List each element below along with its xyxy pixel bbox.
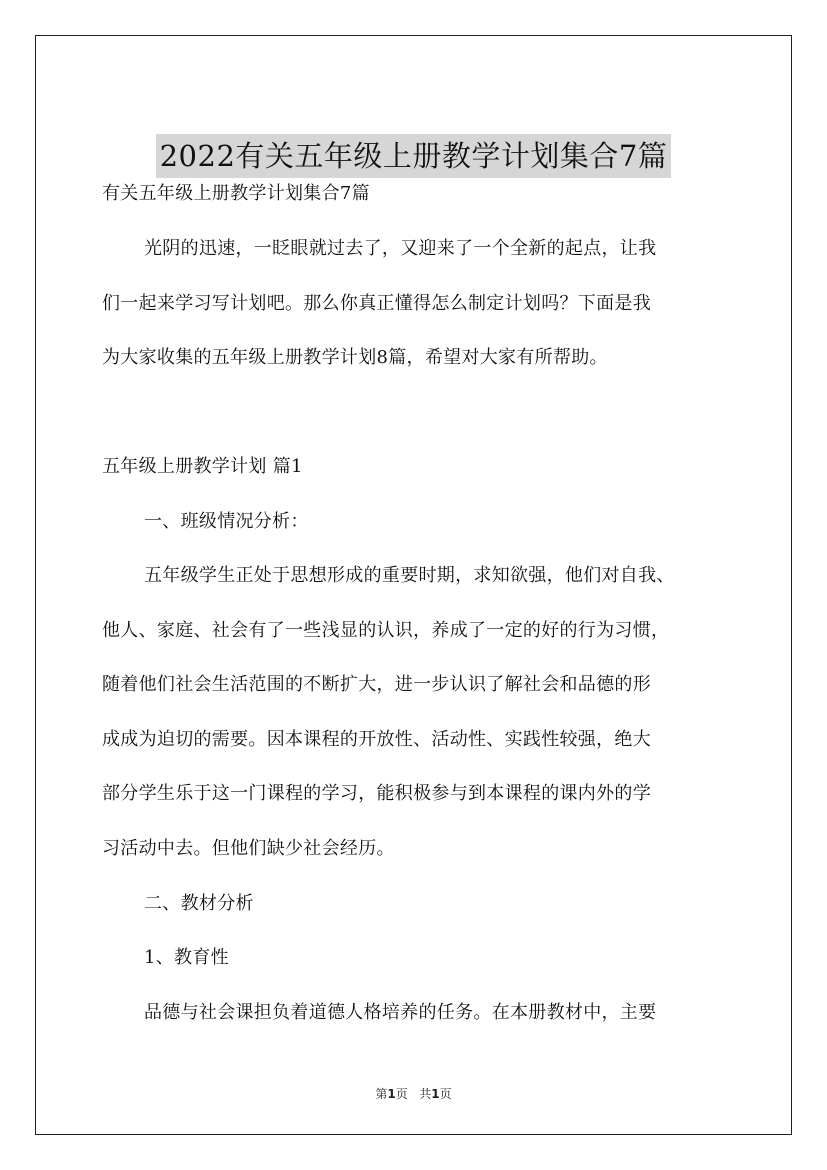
paragraph-line: 部分学生乐于这一门课程的学习，能积极参与到本课程的课内外的学 — [102, 783, 651, 804]
page-prefix: 第 — [375, 1087, 388, 1101]
paragraph-line: 随着他们社会生活范围的不断扩大，进一步认识了解社会和品德的形 — [102, 674, 651, 695]
document-title: 2022有关五年级上册教学计划集合7篇 — [156, 134, 672, 178]
document-subtitle: 有关五年级上册教学计划集合7篇 — [102, 183, 370, 204]
paragraph-line: 成成为迫切的需要。因本课程的开放性、活动性、实践性较强，绝大 — [102, 729, 651, 750]
page-number: 1 — [387, 1087, 396, 1101]
total-pages: 1 — [431, 1087, 440, 1101]
heading-class-analysis: 一、班级情况分析： — [144, 511, 309, 532]
paragraph-line: 品德与社会课担负着道德人格培养的任务。在本册教材中，主要 — [144, 1002, 657, 1023]
document-page — [35, 35, 792, 1135]
total-prefix: 共 — [419, 1087, 432, 1101]
paragraph-line: 五年级学生正处于思想形成的重要时期，求知欲强，他们对自我、 — [144, 565, 675, 586]
total-suffix: 页 — [439, 1087, 452, 1101]
section-heading: 五年级上册教学计划 篇1 — [102, 456, 303, 477]
heading-textbook-analysis: 二、教材分析 — [144, 893, 254, 914]
paragraph-line: 习活动中去。但他们缺少社会经历。 — [102, 838, 395, 859]
page-footer — [36, 1085, 791, 1103]
heading-educational: 1、教育性 — [144, 947, 229, 968]
intro-line: 光阴的迅速，一眨眼就过去了，又迎来了一个全新的起点，让我 — [144, 238, 657, 259]
intro-line: 为大家收集的五年级上册教学计划8篇，希望对大家有所帮助。 — [102, 347, 608, 368]
intro-line: 们一起来学习写计划吧。那么你真正懂得怎么制定计划吗？下面是我 — [102, 293, 651, 314]
page-suffix: 页 — [395, 1087, 408, 1101]
title-wrap — [36, 134, 791, 178]
paragraph-line: 他人、家庭、社会有了一些浅显的认识，养成了一定的好的行为习惯， — [102, 620, 670, 641]
